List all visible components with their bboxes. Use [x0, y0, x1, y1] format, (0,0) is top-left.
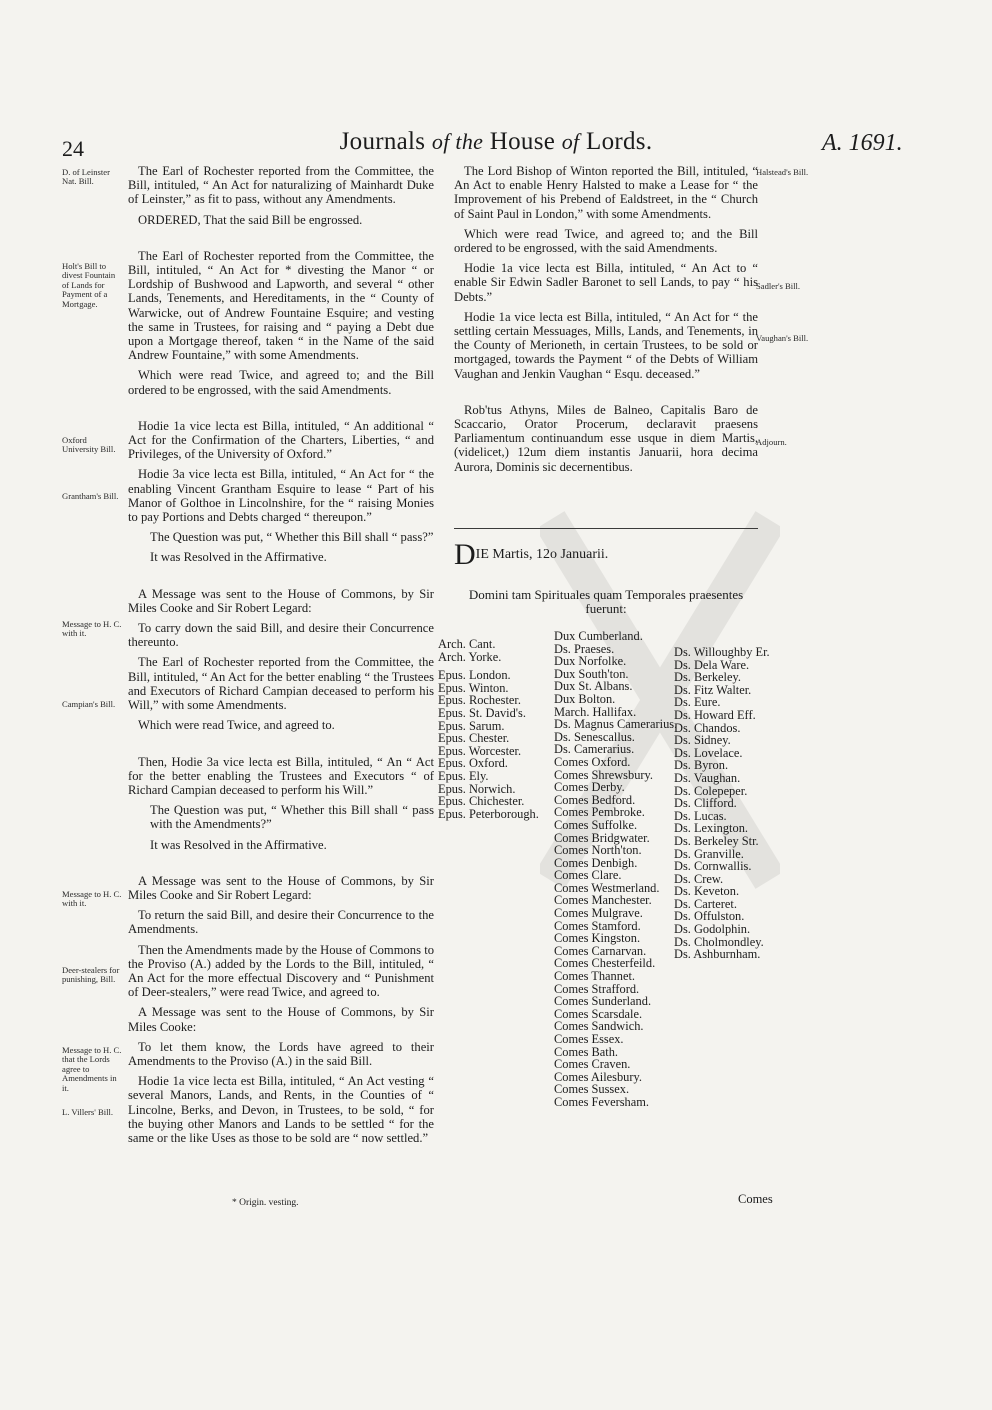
- lord-entry: Ds. Crew.: [674, 871, 724, 886]
- lord-entry: Comes Ailesbury.: [554, 1069, 642, 1084]
- lord-entry: Ds. Senescallus.: [554, 729, 635, 744]
- lord-entry: Ds. Praeses.: [554, 641, 615, 656]
- lord-entry: Ds. Dela Ware.: [674, 657, 750, 672]
- lord-entry: Ds. Granville.: [674, 846, 744, 861]
- lord-entry: Ds. Colepeper.: [674, 783, 748, 798]
- catchword: Comes: [738, 1192, 773, 1206]
- para-adjournment: Rob'tus Athyns, Miles de Balneo, Capitalis Baro de Scaccario, Orator Procerum, declaravit praesens Parliamentum continuandum esse usque in diem Martis, (videlicet,) 12um diem instantis Januarii, hora decima Aurora, Dominis sic decernentibus.: [454, 402, 758, 474]
- margin-note-message1: Message to H. C. with it.: [62, 619, 122, 639]
- para-campian-report: The Earl of Rochester reported from the Committee, the Bill, intituled, “ An Act for the better enabling “ the Trustees and Executors of Richard Campian deceased to perform his Will,” with some Amendments.: [128, 655, 434, 713]
- para-campian-question: The Question was put, “ Whether this Bill shall “ pass with the Amendments?”: [150, 803, 434, 832]
- margin-note-message3: Message to H. C. that the Lords agree to Amendments in it.: [62, 1045, 122, 1093]
- title-journals: Journals: [339, 128, 426, 155]
- para-campian-third: Then, Hodie 3a vice lecta est Billa, intituled, “ An “ Act for the better enabling the Trustees and Executors “ of Richard Campian deceased to perform his Will.”: [128, 754, 434, 797]
- lord-entry: Comes Stamford.: [554, 918, 641, 933]
- title-house: House: [489, 128, 556, 155]
- lord-entry: Epus. Rochester.: [438, 693, 521, 708]
- title-of: of: [561, 129, 580, 154]
- margin-note-oxford: Oxford University Bill.: [62, 435, 116, 455]
- lord-entry: Ds. Ashburnham.: [674, 947, 761, 962]
- margin-note-vaughan: Vaughan's Bill.: [756, 333, 809, 343]
- lord-entry: Dux Cumberland.: [554, 629, 643, 643]
- lord-entry: Ds. Eure.: [674, 695, 721, 710]
- para-grantham-resolved: It was Resolved in the Affirmative.: [150, 550, 327, 565]
- lord-entry: Comes Bedford.: [554, 792, 636, 807]
- lord-entry: Epus. Oxford.: [438, 756, 508, 771]
- lord-entry: Ds. Carteret.: [674, 896, 737, 911]
- left-column: [128, 164, 434, 1151]
- margin-note-villers: L. Villers' Bill.: [62, 1107, 114, 1117]
- lord-entry: Comes Scarsdale.: [554, 1006, 643, 1021]
- lord-entry: Comes Strafford.: [554, 981, 640, 996]
- para-leinster-report: The Earl of Rochester reported from the Committee, the Bill, intituled, “ An Act for naturalizing of Mainhardt Duke of Leinster,” as fit to pass, without any Amendments.: [128, 164, 434, 207]
- margin-note-adjourn: Adjourn.: [756, 437, 787, 447]
- para-deer-amendments: Then the Amendments made by the House of Commons to the Proviso (A.) added by the Lords to the Bill, intituled, “ An Act for the more effectual Discovery and “ Punishment of Deer-stealers,” were read Twice, and agreed to.: [128, 942, 434, 1000]
- lord-entry: Ds. Clifford.: [674, 796, 737, 811]
- lord-entry: Ds. Offulston.: [674, 909, 745, 924]
- para-grantham-bill: Hodie 3a vice lecta est Billa, intituled, “ An Act for “ the enabling Vincent Grantham Esquire to lease “ Part of his Manor of Golthoe in Lincolnshire, for the “ raising Monies to pay Portions and Debts charged “ thereupon.”: [128, 467, 434, 525]
- lord-entry: Ds. Howard Eff.: [674, 707, 756, 722]
- lord-entry: Ds. Fitz Walter.: [674, 682, 752, 697]
- lord-entry: Comes North'ton.: [554, 843, 642, 858]
- lords-list-dukes-earls: [554, 630, 677, 1109]
- lord-entry: Comes Bath.: [554, 1044, 619, 1059]
- title-of-the: of the: [431, 129, 484, 154]
- lord-entry: Ds. Byron.: [674, 758, 729, 773]
- para-campian-agreed: Which were read Twice, and agreed to.: [138, 718, 335, 733]
- lord-entry: Arch. Cant.: [438, 637, 496, 651]
- date-text: IE Martis, 12o Januarii.: [475, 547, 609, 562]
- year-heading: A. 1691.: [822, 130, 903, 156]
- lord-entry: Ds. Godolphin.: [674, 922, 751, 937]
- section-divider: [454, 528, 758, 529]
- lord-entry: Comes Suffolke.: [554, 817, 638, 832]
- para-leinster-ordered: ORDERED, That the said Bill be engrossed.: [138, 212, 363, 227]
- para-vaughan-bill: Hodie 1a vice lecta est Billa, intituled, “ An Act for “ the settling certain Messuages, Mills, Lands, and Tenements, in the County of Merioneth, in certain Trustees, to be sold or mortgaged, towards the Payment “ of the Debts of William Vaughan and Jenkin Vaughan “ Esqu. deceased.”: [454, 309, 758, 381]
- lord-entry: Comes Clare.: [554, 868, 622, 883]
- lord-entry: Comes Derby.: [554, 780, 625, 795]
- lord-entry: Comes Denbigh.: [554, 855, 638, 870]
- lord-entry: Ds. Keveton.: [674, 884, 740, 899]
- para-halsted-agreed: Which were read Twice, and agreed to; and the Bill ordered to be engrossed, with the said Amendments.: [454, 226, 758, 256]
- lord-entry: Comes Sussex.: [554, 1082, 630, 1097]
- para-campian-resolved: It was Resolved in the Affirmative.: [150, 837, 327, 852]
- margin-note-grantham: Grantham's Bill.: [62, 491, 119, 501]
- lords-list-spiritual: [438, 638, 539, 820]
- para-message3-agree: To let them know, the Lords have agreed to their Amendments to the Proviso (A.) in the said Bill.: [128, 1039, 434, 1068]
- para-villers-bill: Hodie 1a vice lecta est Billa, intituled, “ An Act vesting “ several Manors, Lands, and Rents, in the Counties of “ Lincolne, Berks, and Devon, in Trustees, to be sold, “ for the buying other Manors and Lands to be settled “ for the same or the like Uses as those to be sold are “ now settled.”: [128, 1074, 434, 1145]
- lord-entry: Comes Shrewsbury.: [554, 767, 654, 782]
- lord-entry: Ds. Vaughan.: [674, 770, 741, 785]
- lord-entry: Ds. Sidney.: [674, 733, 731, 748]
- lord-entry: Comes Essex.: [554, 1032, 624, 1046]
- para-message1: A Message was sent to the House of Commons, by Sir Miles Cooke and Sir Robert Legard:: [128, 586, 434, 615]
- lord-entry: March. Hallifax.: [554, 704, 637, 719]
- session-date: [454, 538, 609, 571]
- para-holt-report: The Earl of Rochester reported from the Committee, the Bill, intituled, “ An Act for * divesting the Manor “ or Lordship of Bushwood and Lapworth, and several “ other Lands, Tenements, and Hereditaments, in the “ County of Warwicke, out of Andrew Fountaine Esquire; and vesting the same in Trustees, for raising and “ paying a Debt due upon a Mortgage thereof, taken “ in the Name of the said Andrew Fountaine,” with some Amendments.: [128, 248, 434, 363]
- lord-entry: Ds. Willoughby Er.: [674, 645, 770, 659]
- title-lords: Lords.: [586, 128, 653, 155]
- lord-entry: Ds. Berkeley Str.: [674, 833, 759, 848]
- lord-entry: Comes Bridgwater.: [554, 830, 650, 845]
- lord-entry: Comes Oxford.: [554, 754, 631, 769]
- lord-entry: Epus. Sarum.: [438, 718, 505, 733]
- lord-entry: Comes Carnarvan.: [554, 943, 647, 958]
- para-message3: A Message was sent to the House of Commons, by Sir Miles Cooke:: [128, 1005, 434, 1034]
- lord-entry: Comes Thannet.: [554, 969, 635, 984]
- lord-entry: Epus. Worcester.: [438, 743, 522, 758]
- lord-entry: Comes Chesterfeild.: [554, 956, 656, 971]
- lord-entry: Comes Westmerland.: [554, 880, 660, 895]
- margin-note-holt: Holt's Bill to divest Fountain of Lands for Payment of a Mortgage.: [62, 261, 116, 309]
- margin-note-leinster: D. of Leinster Nat. Bill.: [62, 167, 110, 187]
- lord-entry: Comes Mulgrave.: [554, 906, 643, 921]
- lord-entry: Comes Manchester.: [554, 893, 652, 908]
- para-message2: A Message was sent to the House of Commons, by Sir Miles Cooke and Sir Robert Legard:: [128, 873, 434, 902]
- page-number: 24: [62, 136, 84, 161]
- lord-entry: Dux South'ton.: [554, 666, 629, 681]
- margin-note-sadler: Sadler's Bill.: [756, 281, 801, 291]
- para-oxford-bill: Hodie 1a vice lecta est Billa, intituled, “ An additional “ Act for the Confirmation of the Charters, Liberties, “ and Privileges, of the University of Oxford.”: [128, 418, 434, 462]
- lord-entry: Epus. Chichester.: [438, 794, 525, 809]
- lord-entry: Ds. Cornwallis.: [674, 859, 752, 874]
- lord-entry: Ds. Chandos.: [674, 720, 741, 735]
- lord-entry: Comes Pembroke.: [554, 805, 645, 820]
- lord-entry: Arch. Yorke.: [438, 649, 502, 664]
- lord-entry: Epus. Ely.: [438, 768, 489, 783]
- lord-entry: Ds. Magnus Camerarius.: [554, 717, 678, 732]
- margin-note-message2: Message to H. C. with it.: [62, 889, 122, 909]
- lord-entry: Ds. Cholmondley.: [674, 934, 764, 949]
- margin-note-deer: Deer-stealers for punishing, Bill.: [62, 965, 120, 985]
- footnote: * Origin. vesting.: [232, 1198, 299, 1208]
- lord-entry: Ds. Lexington.: [674, 821, 748, 836]
- lord-entry: Ds. Camerarius.: [554, 742, 635, 757]
- lord-entry: Epus. Peterborough.: [438, 806, 539, 821]
- lord-entry: Dux Bolton.: [554, 691, 616, 706]
- lord-entry: Epus. St. David's.: [438, 705, 526, 720]
- para-holt-agreed: Which were read Twice, and agreed to; and the Bill ordered to be engrossed, with the said Amendments.: [128, 368, 434, 397]
- para-sadler-bill: Hodie 1a vice lecta est Billa, intituled, “ An Act to “ enable Sir Edwin Sadler Baronet to sell Lands, to pay “ his Debts.”: [454, 261, 758, 304]
- lord-entry: Dux Norfolke.: [554, 654, 627, 669]
- lord-entry: Comes Sandwich.: [554, 1019, 644, 1034]
- lord-entry: Comes Sunderland.: [554, 994, 652, 1009]
- lord-entry: Dux St. Albans.: [554, 679, 633, 694]
- date-dropcap: D: [454, 538, 476, 571]
- lord-entry: Epus. Norwich.: [438, 781, 516, 796]
- lord-entry: Comes Feversham.: [554, 1094, 649, 1109]
- lord-entry: Epus. Winton.: [438, 680, 509, 695]
- margin-note-halsted: Halstead's Bill.: [756, 167, 809, 177]
- lord-entry: Ds. Lucas.: [674, 808, 727, 823]
- margin-note-campian: Campian's Bill.: [62, 699, 116, 709]
- lord-entry: Epus. London.: [438, 668, 511, 683]
- right-column: [454, 164, 758, 480]
- lord-entry: Comes Kingston.: [554, 931, 641, 946]
- para-halsted-report: The Lord Bishop of Winton reported the Bill, intituled, “ An Act to enable Henry Halsted to make a Lease for “ the Improvement of his Prebend of Ealdstreet, in the “ Church of Saint Paul in London,” with some Amendments.: [454, 164, 758, 221]
- present-heading: Domini tam Spirituales quam Temporales praesentes fuerunt:: [468, 587, 744, 616]
- para-grantham-question: The Question was put, “ Whether this Bill shall “ pass?”: [150, 530, 434, 545]
- para-message1-carry: To carry down the said Bill, and desire their Concurrence thereunto.: [128, 621, 434, 650]
- lord-entry: Ds. Lovelace.: [674, 745, 743, 760]
- para-message2-return: To return the said Bill, and desire their Concurrence to the Amendments.: [128, 908, 434, 937]
- lords-list-barons: [674, 646, 770, 961]
- lord-entry: Comes Craven.: [554, 1057, 631, 1072]
- lord-entry: Ds. Berkeley.: [674, 670, 741, 685]
- lord-entry: Epus. Chester.: [438, 731, 510, 746]
